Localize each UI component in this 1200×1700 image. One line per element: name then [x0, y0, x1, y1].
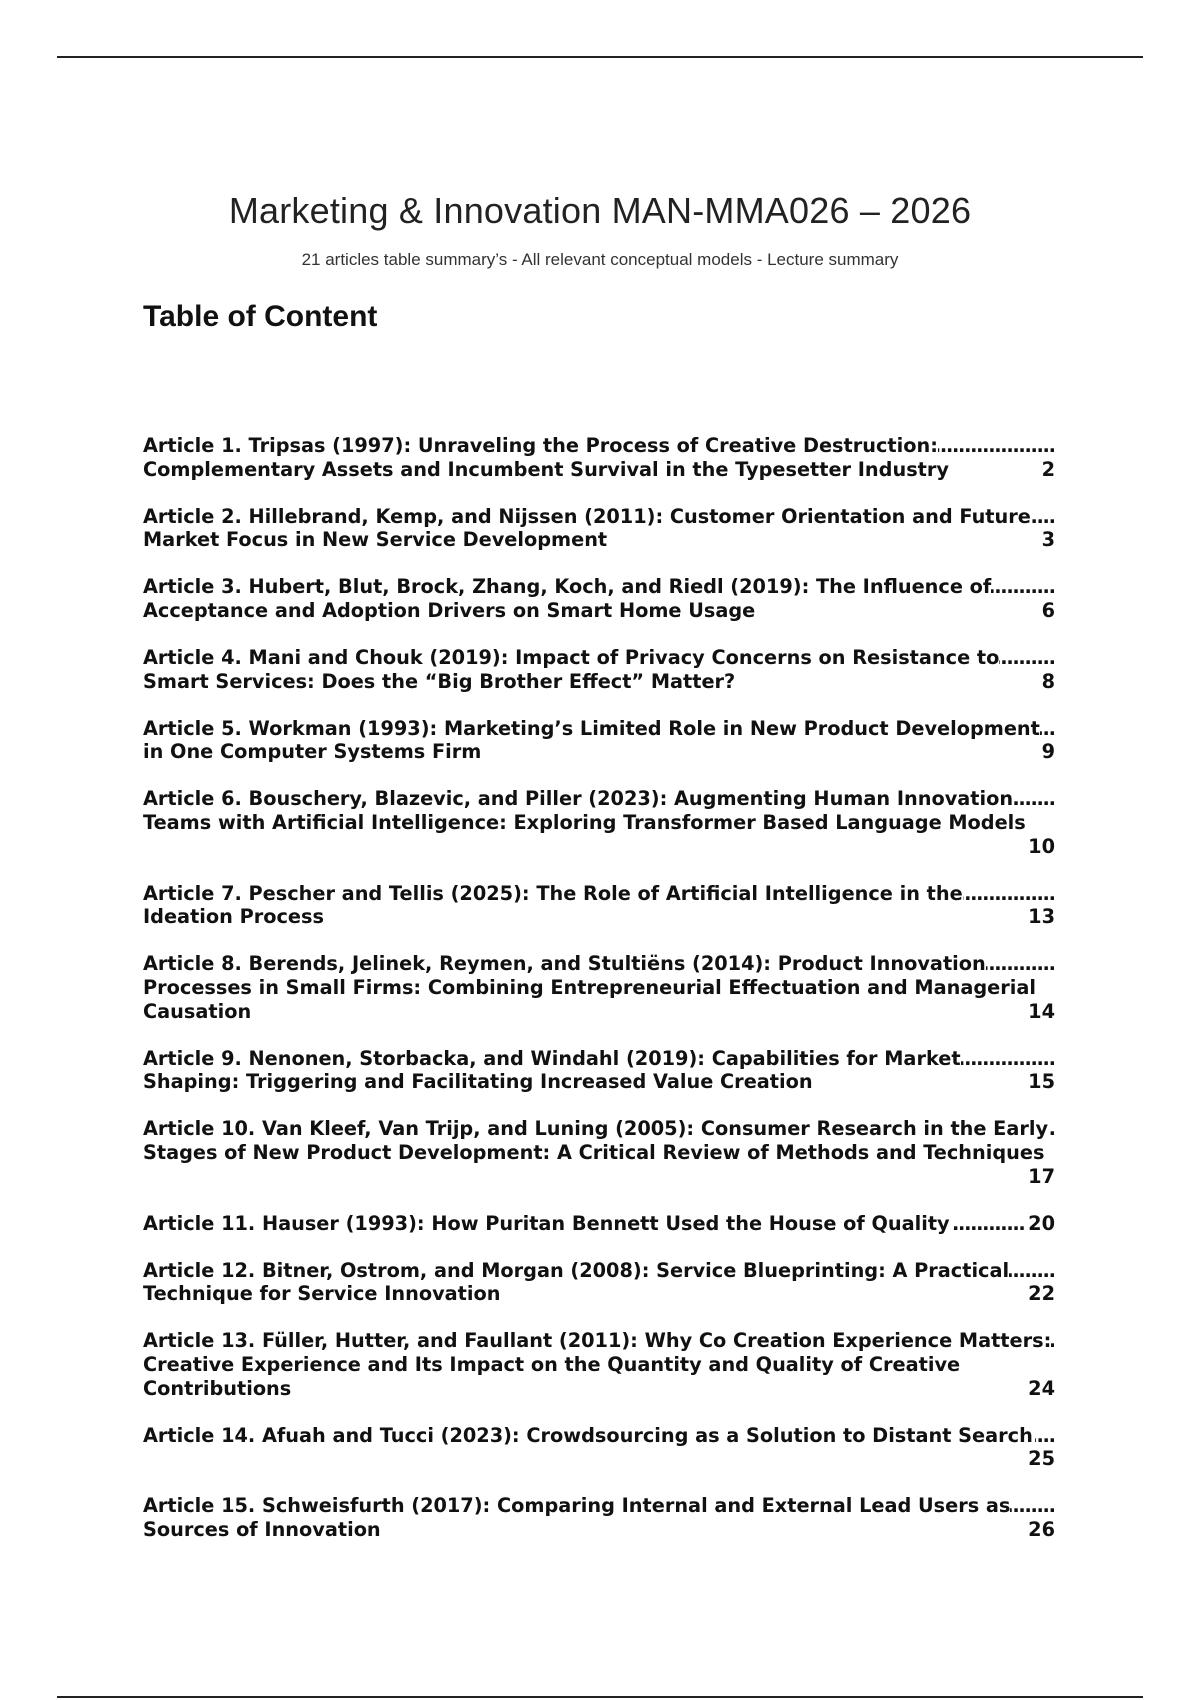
- toc-entry-article-7[interactable]: [143, 882, 1055, 929]
- toc-entry-title: Article 11. Hauser (1993): How Puritan Bennett Used the House of Quality: [143, 1211, 950, 1235]
- toc-entry-title: Article 9. Nenonen, Storbacka, and Windahl (2019): Capabilities for Market Shaping: Triggering and Facilitating Increased Value Creation: [143, 1046, 961, 1094]
- toc-entry-page: 25: [1028, 1447, 1055, 1471]
- toc-entry-page: 15: [1028, 1070, 1055, 1094]
- toc-entry-article-9[interactable]: [143, 1047, 1055, 1094]
- toc-entry-title: Article 1. Tripsas (1997): Unraveling the Process of Creative Destruction: Complementary Assets and Incumbent Survival in the Typesetter Industry: [143, 434, 949, 481]
- toc-entry-page: 22: [1028, 1282, 1055, 1306]
- toc-entry-article-5[interactable]: [143, 717, 1055, 764]
- toc-entry-title: Article 13. Füller, Hutter, and Faullant (2011): Why Co Creation Experience Matters: Creative Experience and Its Impact on the Quantity and Quality of Creative Contributions: [143, 1329, 1052, 1400]
- toc-entry-article-14[interactable]: [143, 1424, 1055, 1471]
- toc-entry-article-2[interactable]: [143, 505, 1055, 552]
- toc-entry-title: Article 10. Van Kleef, Van Trijp, and Luning (2005): Consumer Research in the Early Stages of New Product Development: A Critical Review of Methods and Techniques: [143, 1117, 1049, 1164]
- toc-entry-page: 6: [1041, 598, 1055, 622]
- toc-entry-title: Article 12. Bitner, Ostrom, and Morgan (2008): Service Blueprinting: A Practical Technique for Service Innovation: [143, 1258, 1010, 1306]
- toc-entry-page: 9: [1041, 740, 1055, 764]
- toc-entry-article-8[interactable]: [143, 952, 1055, 1023]
- toc-entry-page: 26: [1028, 1518, 1055, 1541]
- toc-entry-page: 20: [1028, 1211, 1055, 1235]
- toc-entry-page: 24: [1028, 1376, 1055, 1400]
- toc-entry-title: Article 15. Schweisfurth (2017): Comparing Internal and External Lead Users as Sources of Innovation: [143, 1494, 1011, 1541]
- toc-entry-article-6[interactable]: [143, 787, 1055, 858]
- toc-entry-page: 8: [1041, 669, 1055, 693]
- toc-entry-article-1[interactable]: [143, 434, 1055, 481]
- toc-entry-title: Article 4. Mani and Chouk (2019): Impact of Privacy Concerns on Resistance to Smart Services: Does the “Big Brother Effect” Matter?: [143, 646, 1000, 693]
- toc-entry-title: Article 6. Bouschery, Blazevic, and Piller (2023): Augmenting Human Innovation Teams with Artificial Intelligence: Exploring Transformer Based Language Models: [143, 787, 1026, 835]
- toc-entry-page: 3: [1041, 528, 1055, 552]
- toc-entry-article-4[interactable]: [143, 646, 1055, 693]
- toc-entry-page: 10: [1028, 834, 1055, 858]
- toc-entry-article-10[interactable]: [143, 1117, 1055, 1188]
- toc-heading: Table of Content: [143, 300, 378, 333]
- toc-entry-title: Article 8. Berends, Jelinek, Reymen, and Stultiëns (2014): Product Innovation Processes in Small Firms: Combining Entrepreneurial Effectuation and Managerial Causation: [143, 952, 1036, 1023]
- toc-entry-article-13[interactable]: [143, 1329, 1055, 1400]
- footer-rule: [57, 1696, 1143, 1698]
- toc-entry-title: Article 3. Hubert, Blut, Brock, Zhang, Koch, and Riedl (2019): The Influence of Acceptance and Adoption Drivers on Smart Home Usage: [143, 575, 992, 622]
- toc-entry-page: 2: [1041, 457, 1055, 481]
- table-of-contents: [143, 434, 1055, 1565]
- toc-entry-page: 13: [1028, 905, 1055, 929]
- toc-entry-title: Article 5. Workman (1993): Marketing’s Limited Role in New Product Development in One Computer Systems Firm: [143, 716, 1040, 764]
- toc-entry-article-15[interactable]: [143, 1494, 1055, 1541]
- header-rule: [57, 56, 1143, 58]
- toc-entry-page: 17: [1028, 1164, 1055, 1188]
- document-title: Marketing & Innovation MAN-MMA026 – 2026: [228, 190, 972, 231]
- toc-entry-article-11[interactable]: [143, 1212, 1055, 1236]
- toc-entry-article-3[interactable]: [143, 575, 1055, 622]
- toc-entry-title: Article 2. Hillebrand, Kemp, and Nijssen (2011): Customer Orientation and Future Market Focus in New Service Development: [143, 504, 1031, 552]
- toc-entry-title: Article 7. Pescher and Tellis (2025): The Role of Artificial Intelligence in the Ideation Process: [143, 881, 963, 929]
- document-subtitle: 21 articles table summary’s - All relevant conceptual models - Lecture summary: [301, 250, 899, 269]
- toc-entry-title: Article 14. Afuah and Tucci (2023): Crowdsourcing as a Solution to Distant Search: [143, 1423, 1033, 1447]
- toc-entry-page: 14: [1028, 999, 1055, 1023]
- toc-entry-article-12[interactable]: [143, 1259, 1055, 1306]
